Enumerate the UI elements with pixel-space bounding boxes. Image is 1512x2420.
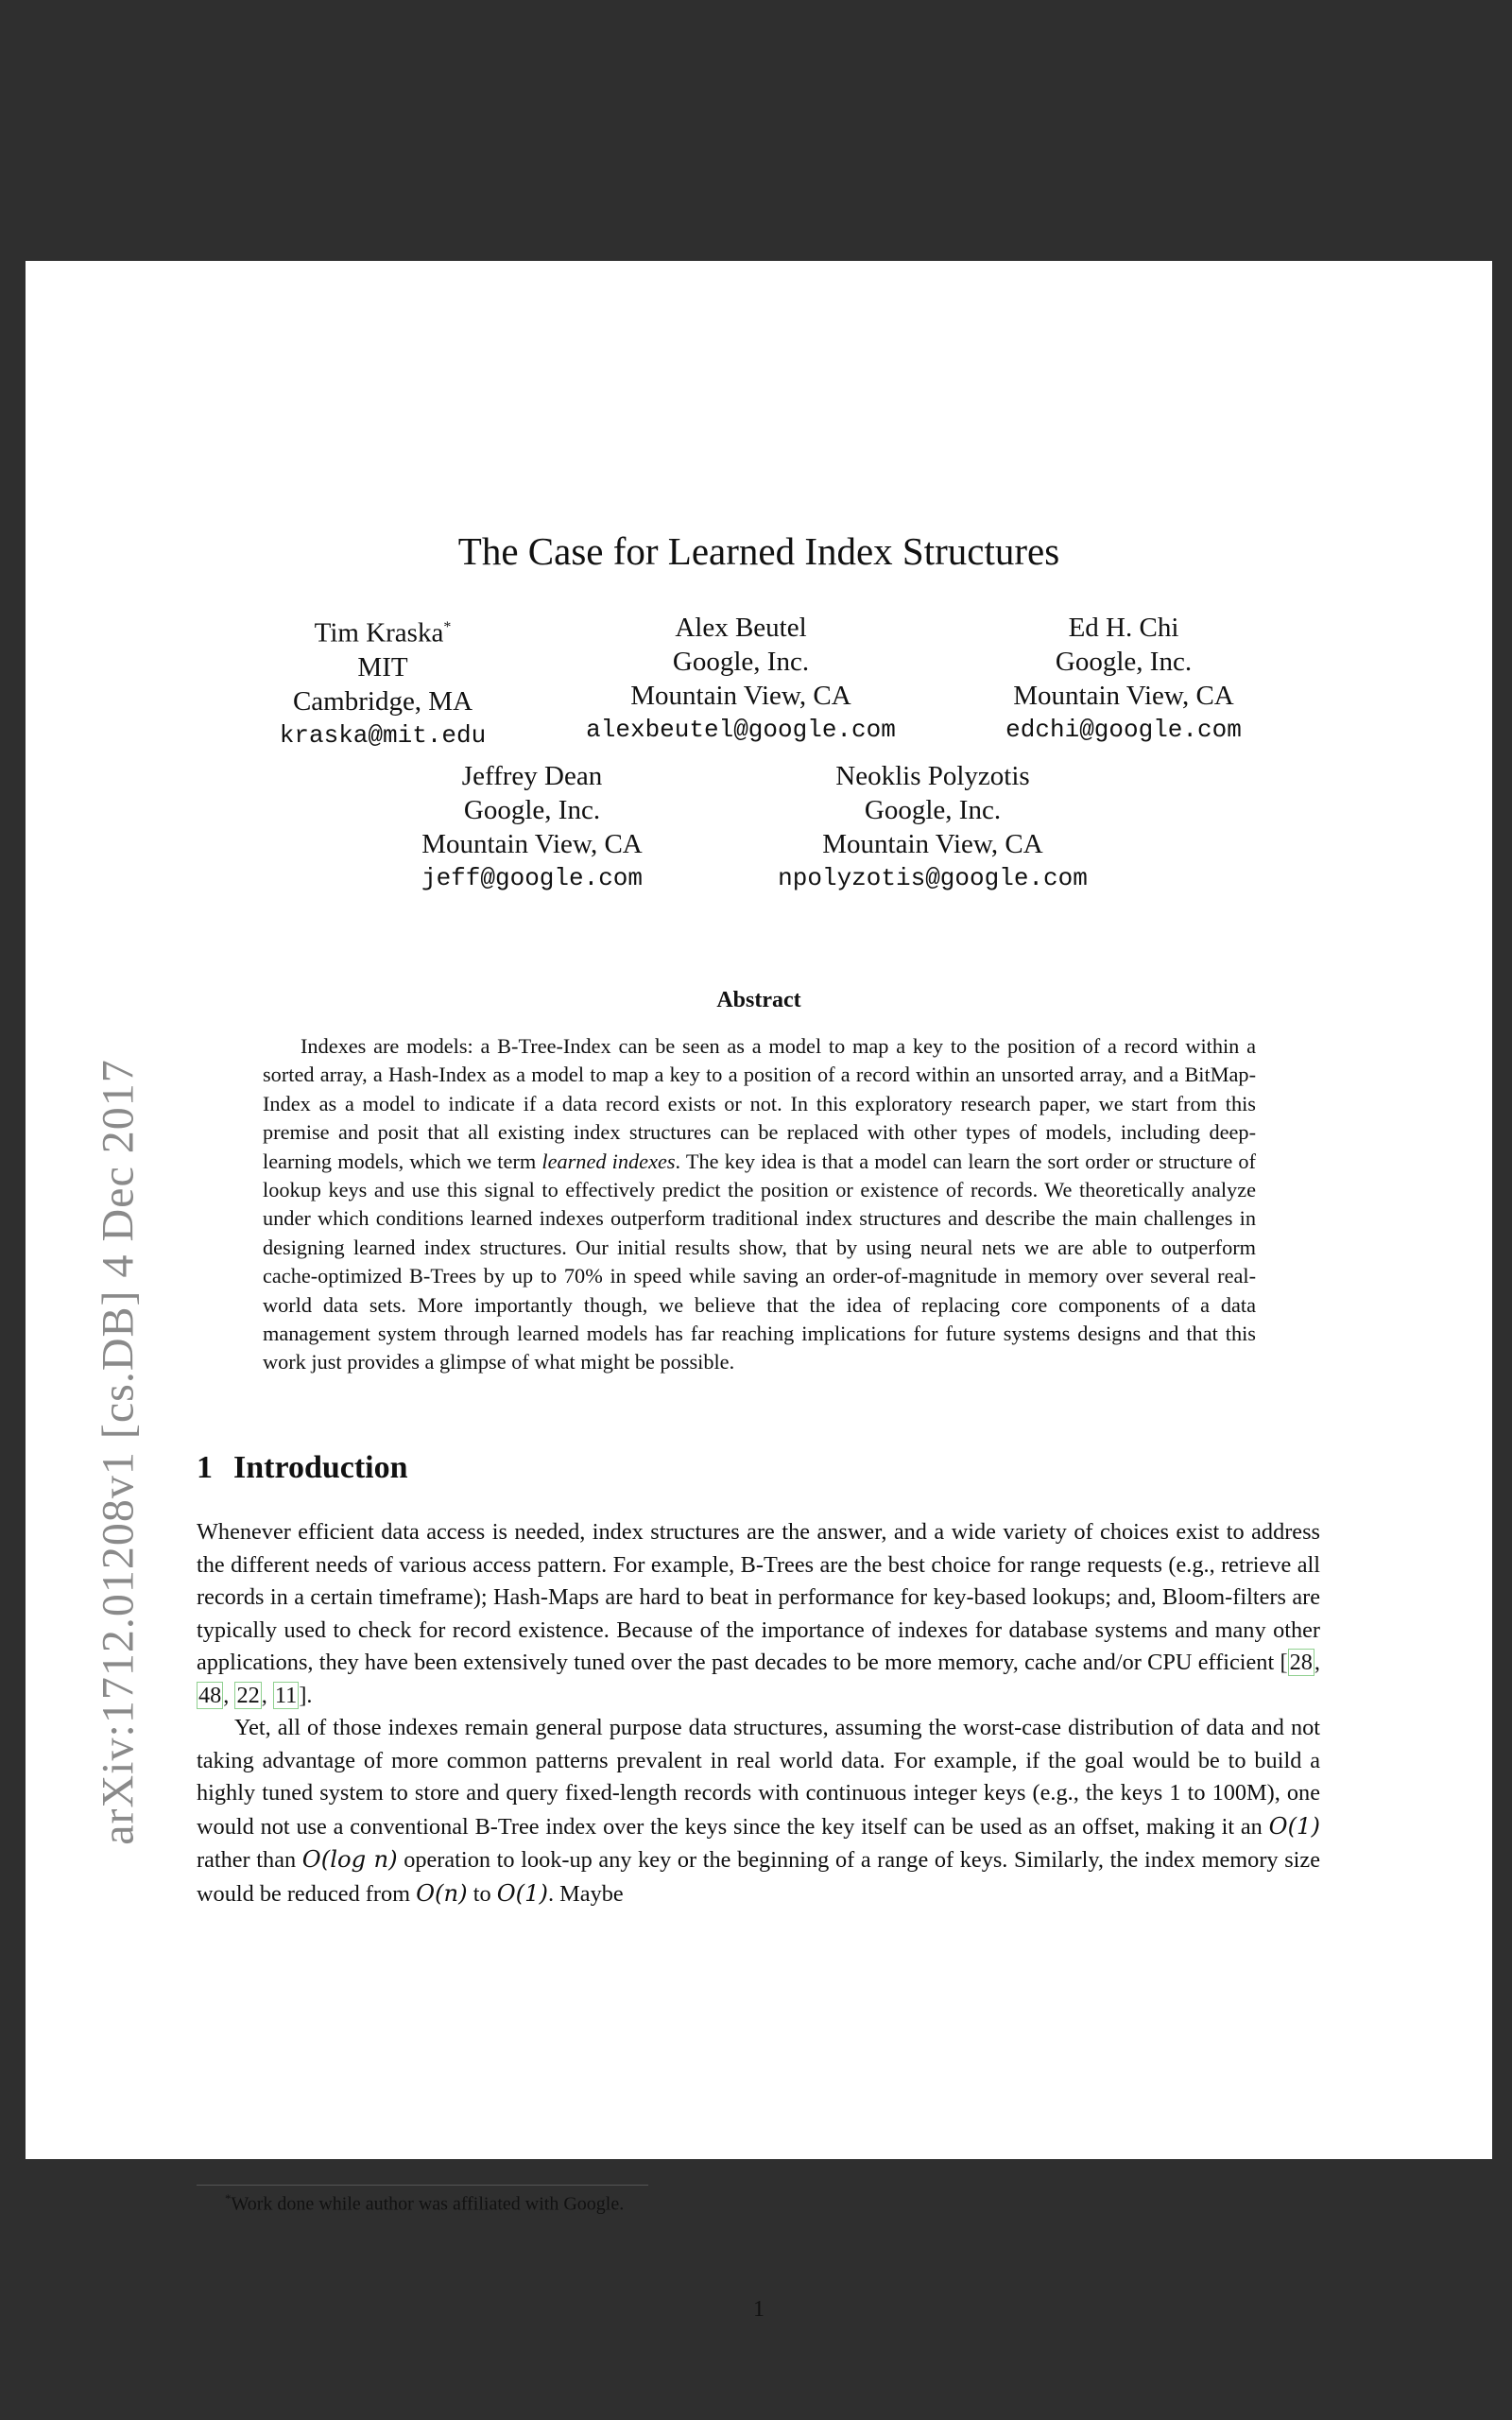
author-block-beutel [586,611,896,747]
math-expression: O(log n) [301,1845,398,1873]
section-number: 1 [197,1450,213,1485]
intro-text: rather than [197,1847,302,1873]
author-name: Jeffrey Dean [461,761,603,791]
author-email: npolyzotis@google.com [778,864,1088,892]
author-email: edchi@google.com [1005,716,1242,744]
author-location: Mountain View, CA [1013,681,1234,711]
author-location: Cambridge, MA [292,685,473,717]
author-location: Mountain View, CA [630,681,851,711]
intro-text: Yet, all of those indexes remain general purpose data structures, assuming the worst-case distribution of data and not taking advantage of more common patterns prevalent in real world data. For example, if the goal would be to build a highly tuned system to store and query fixed-length records with continuous integer keys (e.g., the keys 1 to 100M), one would not use a conventional B-Tree index over the keys since the key itself can be used as an offset, making it an [197,1715,1320,1840]
page-number: 1 [753,2297,765,2322]
abstract-text [263,1032,1256,1377]
author-email: alexbeutel@google.com [586,716,896,744]
citation-link[interactable]: 11 [274,1682,298,1708]
math-expression: O(1) [496,1878,549,1907]
intro-text: Whenever efficient data access is needed, index structures are the answer, and a wide variety of choices exist to address the different needs of various access pattern. For example, B-Trees are the best choice for range requests (e.g., retrieve all records in a certain timeframe); Hash-Maps are hard to beat in performance for key-based lookups; and, Bloom-filters are typically used to check for record existence. Because of the importance of indexes for database systems and many other applications, they have been extensively tuned over the past decades to be more memory, cache and/or CPU efficient [197,1519,1320,1675]
paper-title: The Case for Learned Index Structures [457,529,1060,573]
footnote-text: Work done while author was affiliated with Google. [231,2193,625,2215]
intro-paragraph-2 [197,1712,1320,1910]
citation-link[interactable]: 22 [236,1682,260,1708]
abstract-text-part: . The key idea is that a model can learn the sort order or structure of lookup keys and use this signal to effectively predict the position or existence of records. We theoretically analyze under which conditions learned indexes outperform traditional index structures and describe the main challenges in designing learned index structures. Our initial results show, that by using neural nets we are able to outperform cache-optimized B-Trees by up to 70% in speed while saving an order-of-magnitude in memory over several real-world data sets. More importantly though, we believe that the idea of replacing core components of a data management system through learned models has far reaching implications for future systems designs and that this work just provides a glimpse of what might be possible. [263,1149,1256,1374]
paper-page [26,261,1492,2322]
author-affiliation: Google, Inc. [1055,647,1193,677]
footnote-divider [197,2185,648,2186]
abstract-emphasis: learned indexes [541,1149,676,1173]
author-email: kraska@mit.edu [279,720,487,750]
intro-text: operation to look-up any key or the beginning of a range of keys. Similarly, the index memory size would be reduced from [197,1847,1320,1907]
author-location: Mountain View, CA [421,829,643,859]
math-expression: O(n) [416,1878,468,1907]
author-block-chi [1005,611,1242,747]
footnote-mark: * [225,2191,232,2205]
author-footnote-mark: * [443,619,452,635]
author-affiliation: Google, Inc. [864,795,1002,825]
intro-text: to [467,1880,497,1907]
math-expression: O(1) [1268,1811,1320,1840]
author-email: jeff@google.com [421,864,644,892]
author-name: Ed H. Chi [1068,613,1179,643]
author-block-polyzotis [778,759,1088,895]
author-block-dean [421,759,643,895]
author-block-kraska [280,611,486,752]
author-name: Tim Kraska [314,617,444,648]
section-heading-introduction [197,1450,408,1486]
author-affiliation: Google, Inc. [672,647,810,677]
author-name: Neoklis Polyzotis [835,761,1030,791]
intro-paragraph-1: Whenever efficient data access is needed, index structures are the answer, and a wide variety of choices exist to address the different needs of various access pattern. For example, B-Trees are the best choice for range requests (e.g., retrieve all records in a certain timeframe); Hash-Maps are hard to beat in performance for key-based lookups; and, Bloom-filters are typically used to check for record existence. Because of the importance of indexes for database systems and many other applications, they have been extensively tuned over the past decades to be more memory, cache and/or CPU efficient [28, 48, 22, 11]. [197,1519,1320,1708]
intro-text: . Maybe [548,1880,624,1907]
citation-link[interactable]: 28 [1289,1650,1313,1675]
author-name: Alex Beutel [675,613,807,643]
citation-link[interactable]: 48 [198,1682,222,1708]
author-affiliation: MIT [357,651,408,683]
arxiv-stamp: arXiv:1712.01208v1 [cs.DB] 4 Dec 2017 [93,1059,144,1845]
abstract-heading: Abstract [716,988,801,1012]
introduction-body [197,1516,1320,1910]
footnote [225,2191,624,2216]
abstract-text-part: Indexes are models: a B-Tree-Index can be seen as a model to map a key to the position of a record within a sorted array, a Hash-Index as a model to map a key to a position of a record within an unsorted array, and a BitMap-Index as a model to indicate if a data record exists or not. In this exploratory research paper, we start from this premise and posit that all existing index structures can be replaced with other types of models, including deep-learning models, which we term [263,1034,1256,1173]
author-affiliation: Google, Inc. [463,795,601,825]
author-location: Mountain View, CA [822,829,1043,859]
section-title: Introduction [233,1450,408,1485]
